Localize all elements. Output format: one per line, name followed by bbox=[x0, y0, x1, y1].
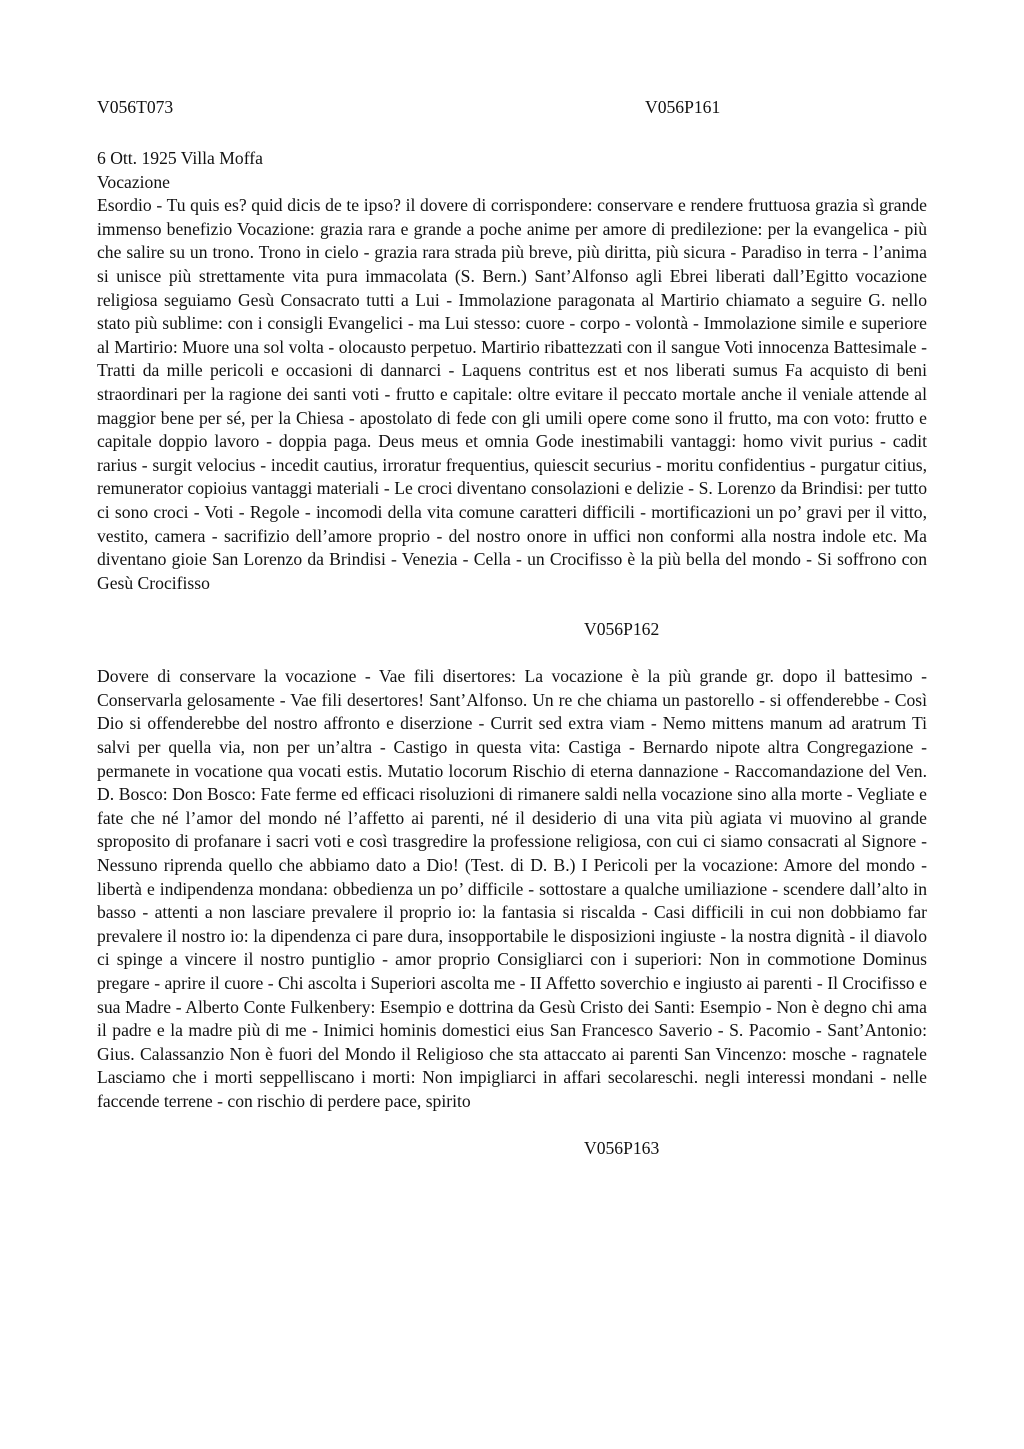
document-code: V056T073 bbox=[97, 97, 174, 117]
page-code: V056P161 bbox=[645, 97, 721, 117]
document-page bbox=[97, 96, 927, 1184]
body-paragraph: Dovere di conservare la vocazione - Vae fili disertores: La vocazione è la più grande gr. dopo il battesimo - Conservarla gelosamente - Vae fili desertores! Sant’Alfonso. Un re che chiama un pastorello - si offenderebbe - Così Dio si offenderebbe del nostro affronto e diserzione - Currit sed extra viam - Nemo mittens manum ad aratrum Ti salvi per quella via, non per un’altra - Castigo in questa vita: Castiga - Bernardo nipote altra Congregazione - permanete in vocatione qua vocati estis. Mutatio locorum Rischio di eterna dannazione - Raccomandazione del Ven. D. Bosco: Don Bosco: Fate ferme ed efficaci risoluzioni di rimanere saldi nella vocazione sino alla morte - Vegliate e fate che né l’amor del mondo né l’affetto ai parenti, né il desiderio di una vita più agiata vi muovino al grande sproposito di profanare i sacri voti e così trasgredire la professione religiosa, con cui ci siamo consacrati al Signore - Nessuno riprenda quello che abbiamo dato a Dio! (Test. di D. B.) I Pericoli per la vocazione: Amore del mondo - libertà e indipendenza mondana: obbedienza un po’ difficile - sottostare a qualche umiliazione - scendere dall’alto in basso - attenti a non lasciare prevalere il proprio io: la fantasia si riscalda - Casi difficili in cui non dobbiamo far prevalere il nostro io: la dipendenza ci pare dura, insopportabile le disposizioni ingiuste - la nostra dignità - il diavolo ci spinge a vincere il nostro puntiglio - amor proprio Consigliarci con i superiori: Non in commotione Dominus pregare - aprire il cuore - Chi ascolta i Superiori ascolta me - II Affetto soverchio e ingiusto ai parenti - Il Crocifisso e sua Madre - Alberto Conte Fulkenbery: Esempio e dottrina da Gesù Cristo dei Santi: Esempio - Non è degno chi ama il padre e la madre più di me - Inimici hominis domestici eius San Francesco Saverio - S. Pacomio - Sant’Antonio: Gius. Calassanzio Non è fuori del Mondo il Religioso che sta attaccato ai parenti San Vincenzo: mosche - ragnatele Lasciamo che i morti seppelliscano i morti: Non impigliarci in affari secolareschi. negli interessi mondani - nelle faccende terrene - con rischio di perdere pace, spirito bbox=[97, 666, 927, 1111]
page-marker: V056P163 bbox=[584, 1137, 660, 1158]
document-title: Vocazione bbox=[97, 171, 170, 192]
document-meta bbox=[97, 147, 927, 194]
document-header bbox=[97, 96, 927, 120]
page-marker: V056P162 bbox=[584, 619, 660, 640]
body-paragraph: Esordio - Tu quis es? quid dicis de te ipso? il dovere di corrispondere: conservare e rendere fruttuosa grazia sì grande immenso benefizio Vocazione: grazia rara e grande a poche anime per amore di predilezione: per la evangelica - più che salire su un trono. Trono in cielo - grazia rara strada più breve, più diritta, più sicura - Paradiso in terra - l’anima si unisce più strettamente vita pura immacolata (S. Bern.) Sant’Alfonso agli Ebrei liberati dall’Egitto vocazione religiosa seguiamo Gesù Consacrato tutti a Lui - Immolazione paragonata al Martirio chiamato a seguire G. nello stato più sublime: con i consigli Evangelici - ma Lui stesso: cuore - corpo - volontà - Immolazione simile e superiore al Martirio: Muore una sol volta - olocausto perpetuo. Martirio ribattezzati con il sangue Voti innocenza Battesimale - Tratti da mille pericoli e occasioni di dannarci - Laquens contritus est et nos liberati sumus Fa acquisto di beni straordinari per la ragione dei santi voti - frutto e capitale: oltre evitare il peccato mortale anche il veniale attende al maggior bene per sé, per la Chiesa - apostolato di fede con gli umili opere come sono il frutto, ma con voto: frutto e capitale doppio lavoro - doppia paga. Deus meus et omnia Gode inestimabili vantaggi: homo vivit purius - cadit rarius - surgit velocius - incedit cautius, irroratur frequentius, quiescit securius - moritu confidentius - purgatur citius, remunerator copioius vantaggi materiali - Le croci diventano consolazioni e delizie - S. Lorenzo da Brindisi: per tutto ci sono croci - Voti - Regole - incomodi della vita comune caratteri difficili - mortificazioni un po’ gravi per il vitto, vestito, camera - sacrifizio dell’amore proprio - del nostro onore in uffici non conformi alla nostra indole etc. Ma diventano gioie San Lorenzo da Brindisi - Venezia - Cella - un Crocifisso è la più bella del mondo - Si soffrono con Gesù Crocifisso bbox=[97, 195, 927, 593]
date-place: 6 Ott. 1925 Villa Moffa bbox=[97, 148, 263, 168]
